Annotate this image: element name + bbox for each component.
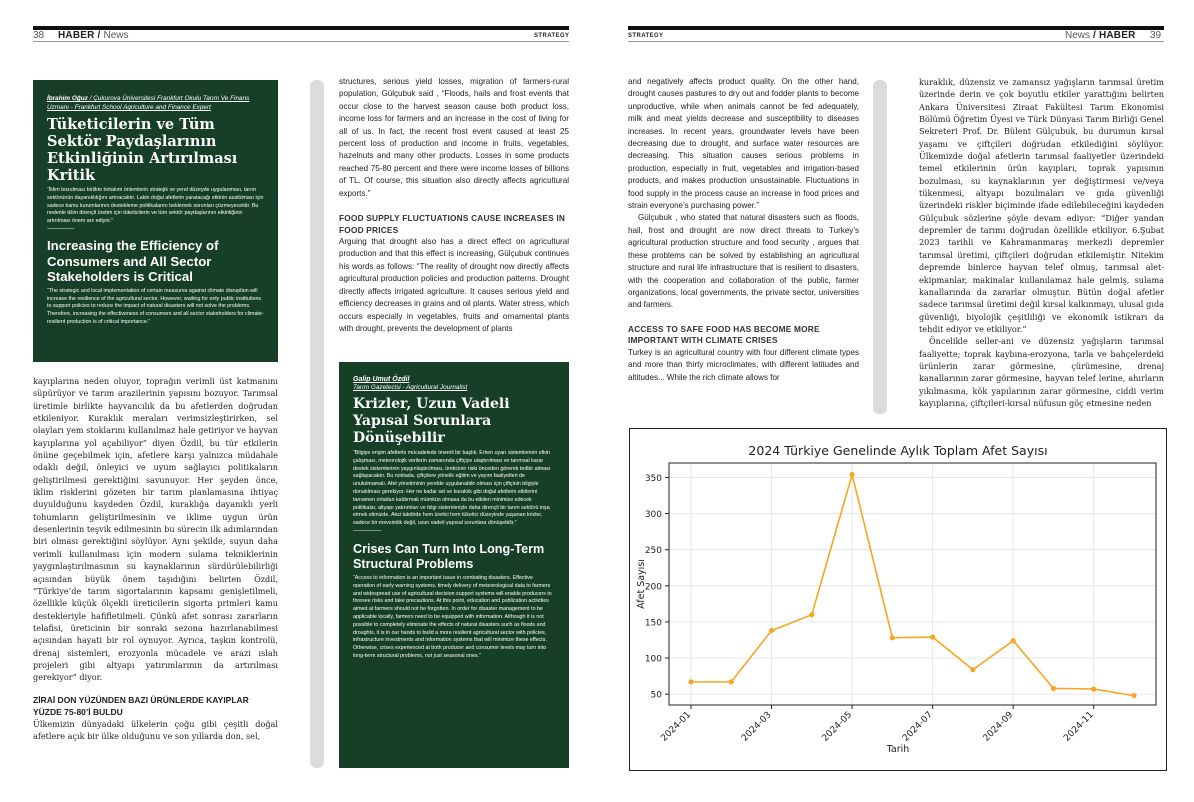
article-column-2 (339, 76, 569, 335)
y-tick-label: 250 (644, 546, 662, 557)
expert-title-tr: Tüketicilerin ve Tüm Sektör Paydaşlarının Etkinliğinin Artırılması Kritik (47, 116, 238, 184)
body-paragraph: structures, serious yield losses, migration of farmers-rural population, Gülçubuk said , “Floods, hails and frost events that occur close to the harvest season cause both product loss, income loss for farmers and an increase in the cost of living for all of us. In fact, the recent frost event caused at least 25 percent loss of production and income in fruits, vegetables, hazelnuts and many other products. Losses in some products reached 75-80 percent and there were income losses of billions of TL. Of course, this situation also directly affects agricultural exports.” (339, 77, 569, 198)
data-point (930, 634, 935, 639)
article-column-1 (33, 375, 278, 742)
x-tick-label: 2024-05 (820, 710, 855, 744)
data-point (688, 679, 693, 684)
x-tick-label: 2024-07 (901, 710, 935, 744)
subheading: FOOD SUPPLY FLUCTUATIONS CAUSE INCREASES IN FOOD PRICES (339, 213, 566, 235)
y-tick-label: 350 (644, 473, 662, 484)
data-point (1131, 693, 1136, 698)
y-tick-label: 50 (650, 690, 662, 701)
data-point (849, 472, 854, 477)
chart-ticks (645, 474, 1096, 744)
strategy-label: STRATEGY (628, 33, 664, 39)
expert-quote-en: “Access to information is an important issue in combating disasters. Effective operation of early warning systems, timely delivery of meteorological data to farmers and widespread use of agricultural decision support systems will enable producers to foresee risks and take precautions. At this point, education and publication activities aimed at farmers should not be forgotten. In order for disaster management to be applicable locally, farmers need to be equipped with information. Although it is not possible to completely eliminate the effects of natural disasters such as floods and droughts, it is in our hands to build a more resilient agricultural sector with policies, infrastructure investments and information systems that will minimize these effects. Otherwise, crises experienced at both producer and consumer levels may turn into long-term structural problems, not just seasonal ones.” (353, 574, 552, 659)
y-tick-label: 300 (644, 510, 662, 521)
section-separator: / (94, 30, 104, 41)
body-paragraph: and negatively affects product quality. On the other hand, drought causes pastures to dry out and fodder plants to become unproductive, while when animals cannot be fed adequately, milk and meat yields decrease and susceptibility to diseases increases. In recent years, groundwater levels have been decreasing due to drought, and surface water resources are decreasing. This situation causes serious problems in production, especially in fruit, vegetables and irrigation-based products, and makes production unsustainable. Fluctuations in food supply in the process cause an increase in food prices and strain everyone’s purchasing power.” (628, 77, 859, 211)
x-tick-label: 2024-03 (740, 710, 774, 744)
x-axis-label: Tarih (886, 744, 910, 755)
expert-quote-en: “The strategic and local implementation of certain measures against climate disruption will increase the resilience of the agricultural sector. However, waiting for only public institutions to support policies to reduce the impact of natural disasters will not solve the problems. Therefore, increasing the effectiveness of consumers and all sector stakeholders for climate-resilient production is of critical importance.” (47, 287, 264, 325)
data-point (769, 628, 774, 633)
data-point (1011, 638, 1016, 643)
running-head (1065, 30, 1136, 41)
body-paragraph: Turkey is an agricultural country with four different climate types and more than thirty microclimates, with different latitudes and altitudes... While the rich climate allows for (628, 347, 859, 382)
expert-title-en: Increasing the Efficiency of Consumers and All Sector Stakeholders is Critical (47, 237, 219, 285)
section-sub-label: News (103, 30, 129, 41)
article-column-4 (919, 76, 1164, 409)
x-tick-label: 2024-09 (981, 710, 1016, 744)
data-point (809, 612, 814, 617)
expert-role: Tarım Gazetecisi - Agricultural Journalist (353, 384, 468, 391)
header-hairline (33, 41, 569, 42)
body-paragraph: Öncelikle seller-ani ve düzensiz yağışların tarımsal faaliyette; toprak kaybına-erozyona, tarla ve bahçelerdeki ürünlerin zarar görmesine, çürümesine, drenaj kanallarının zarar görmesine, hayvan telef lerine, ahırların yıkılmasına, kök yapılarının zarar görmesine, ciddi verim kayıplarına, çiftçileri-kırsal nüfusun göç etmesine neden (919, 336, 1164, 408)
expert-title-en: Crises Can Turn Into Long-Term Structural Problems (353, 541, 545, 571)
divider-dashes: ------------------------ (353, 527, 381, 534)
line-chart-svg (630, 429, 1166, 770)
expert-title-tr: Krizler, Uzun Vadeli Yapısal Sorunlara Dönüşebilir (353, 396, 510, 446)
page-number: 38 (33, 30, 45, 41)
data-point (970, 667, 975, 672)
body-paragraph: kayıplarına neden oluyor, toprağın verimli üst katmanını süpürüyor ve tarım arazilerinin yapısını bozuyor. Tarımsal üretimle birlikte hayvancılık da bu afetlerden doğrudan etkileniyor. Kuraklık meraları verimsizleştirirken, sel olayları yem stoklarını kullanılmaz hale getiriyor ve hayvan kayıplarına yol açabiliyor” diyen Özdil, bu tür etkilerin önüne geçebilmek için, afetlere karşı yalnızca müdahale odaklı değil, önleyici ve uyum sağlayıcı politikaların geliştirilmesi gerektiğini savunuyor. Her şeyden önce, iklim risklerini gözeten bir tarım planlamasına ihtiyaç duyulduğunu kaydeden Özdil, kuraklığa dayanıklı yerli tohumların geliştirilmesinin ve iklime uygun ürün desenlerinin teşvik edilmesinin bu sürecin ilk adımlarından biri olması gerektiğini söylüyor. Aynı şekilde, suyun daha verimli kullanılması için modern sulama tekniklerinin yaygınlaştırılmasının su kaynaklarının sürdürülebilirliği açısından büyük önem taşıdığını belirten Özdil, “Türkiye’de tarım sigortalarının kapsamı genişletilmeli, özellikle küçük ölçekli üreticilerin sigorta primleri kamu destekleriyle hafifletilmeli. Çünkü afet sonrası zararların telafisi, üreticinin bir sonraki sezona hazırlanabilmesi açısından hayati bir rol oynuyor. Ayrıca, taşkın kontrolü, drenaj sistemleri, erozyonla mücadele ve arazi ıslah projeleri gibi altyapı yatırımlarının da artırılması gerekiyor” diyor. (33, 376, 278, 683)
expert-role: / Çukurova Üniversitesi Frankfurt Okulu Tarım Ve Finans Uzmanı - Frankfurt School Agriculture and Finance Expert (47, 95, 250, 111)
expert-name: Galip Umut Özdil (353, 376, 410, 383)
body-paragraph: Ülkemizin dünyadaki ülkelerin çoğu gibi çeşitli doğal afetlere açık bir ülke olduğunu ve son yıllarda don, sel, (33, 718, 278, 741)
divider-dashes: ----------------------- (47, 225, 74, 232)
chart-series (688, 472, 1136, 698)
body-paragraph: Arguing that drought also has a direct effect on agricultural production and that this effect is increasing, Gülçubuk continues his words as follows: “The reality of drought now directly affects agricultural production policies and production patterns. Drought directly affects irrigated agriculture. It causes serious yield and efficiency decreases in grains and oil plants. Water stress, which occurs especially in vegetables, fruits and ornamental plants with drought, prevents the development of plants (339, 237, 569, 333)
section-separator: / (1090, 30, 1099, 41)
expert-byline (47, 94, 264, 112)
series-line (691, 475, 1134, 696)
data-point (890, 635, 895, 640)
y-tick-label: 200 (644, 582, 662, 593)
running-head (58, 30, 129, 41)
subheading: ZİRAİ DON YÜZÜNDEN BAZI ÜRÜNLERDE KAYIPLAR YÜZDE 75-80’İ BULDU (33, 694, 249, 717)
x-tick-label: 2024-01 (659, 710, 694, 744)
y-tick-label: 150 (644, 618, 662, 629)
expert-quote-tr: “Bilgiye erişim afetlerle mücadelede önemli bir başlık. Erken uyarı sistemlerinin etkin çalışması, meteorolojik verilerin zamanında çiftçiye ulaştırılması ve tarımsal karar destek sistemlerinin yaygınlaştırılması, üreticinin riski önceden görerek tedbir alması sağlayacaktır. Bu noktada, çiftçilere yönelik eğitim ve yayım faaliyetleri de unutulmamalı. Afet yönetiminin yerelde uygulanabilir olması için çiftçinin bilgiyle donatılması gerekiyor. Her ne kadar sel ve kuraklık gibi doğal afetlerin etkilerini tamamen ortadan kaldırmak mümkün olmasa da bu etkileri minimize edecek politikalar, altyapı yatırımları ve bilgi sistemleriyle daha dirençli bir tarım sektörü inşa etmek elimizde. Aksi takdirde hem üretici hem tüketici düzeyinde yaşanan krizler, sadece bir mevsimlik değil, uzun vadeli yapısal sorunlara dönüşebilir.” (353, 450, 551, 527)
expert-quote-tr: “İklim bozulması birlikte birtakım önlemlerin stratejik ve yerel düzeyde uygulanması, tarım sektörünün dayanıklılığını artıracaktır. Lakin doğal afetlerin yaratacağı etkinin azaltılması için sadece kamu kurumlarının destekleme politikalarını beklemek sorunları çözmeyecektir. Bu nedenle iklim dirençli üretim için tüketicilerin ve tüm sektör paydaşlarının etkinliğinin artırılması önem arz ediyor.” (47, 187, 264, 225)
expert-name: İbrahim Oğuz (47, 95, 88, 102)
body-paragraph: kuraklık, düzensiz ve zamansız yağışların tarımsal üretim üzerinde derin ve çok boyutlu etkiler yarattığını belirten Ankara Üniversitesi Ziraat Fakültesi Tarım Ekonomisi Bölümü Öğretim Üyesi ve Türk Dünyası Tarım Birliği Genel Sekreteri Prof. Dr. Bülent Gülçubuk, bu durumun kırsal yaşamı ve çiftçileri doğrudan etkilediğini söylüyor. Ülkemizde doğal afetlerin tarımsal faaliyetler üzerindeki temel etkilerinin ürün kayıpları, toprak yapısının bozulması, su kaynaklarının yer değiştirmesi ve/veya tükenmesi, altyapı bozulmaları ve gıda güvenliği üzerindeki riskler biçiminde ifade edilebileceğini kaydeden Gülçubuk sözlerine şöyle devam ediyor: “Diğer yandan depremler de tarımı doğrudan özellikle etkiliyor. 6.Şubat 2023 tarihli ve Kahramanmaraş merkezli depremler tarımsal üretimi, çiftçileri doğrudan etkilemiştir. Nitekim depremde binlerce hayvan telef olmuş, tarımsal alet-ekipmanlar, makinalar kullanılamaz hale gelmiş, sulama kanallarında da zararlar olmuştur. Bütün doğal afetler sadece tarımsal üretimi değil kırsal kalkınmayı, ulusal gıda güvenliği, biyolojik çeşitliliği ve ekonomik istikrarı da tehdit ediyor ve etkiliyor.” (919, 77, 1164, 334)
column-gutter-bar (873, 80, 887, 414)
expert-box-ozdil (339, 362, 569, 768)
section-label: HABER (58, 30, 95, 41)
section-label: HABER (1098, 30, 1136, 41)
article-column-3 (628, 76, 859, 384)
y-tick-label: 100 (644, 654, 662, 665)
data-point (1091, 687, 1096, 692)
expert-box-oguz (33, 80, 278, 362)
strategy-label: STRATEGY (534, 33, 570, 39)
section-sub-label: News (1065, 30, 1091, 41)
subheading: ACCESS TO SAFE FOOD HAS BECOME MORE IMPORTANT WITH CLIMATE CRISES (628, 323, 820, 346)
body-paragraph: Gülçubuk , who stated that natural disasters such as floods, hail, frost and drought are now direct threats to Turkey’s agricultural production structure and food security , argues that these problems can be solved by establishing an agricultural structure and rural life infrastructure that is resilient to disasters, with the cooperation and collaboration of the public, farmer organizations, local governments, the private sector, universities and farmers. (628, 213, 859, 310)
y-axis-label: Afet Sayısı (636, 559, 647, 609)
chart-title: 2024 Türkiye Genelinde Aylık Toplam Afet Sayısı (748, 443, 1048, 458)
column-gutter-bar (310, 80, 324, 768)
header-hairline (628, 41, 1164, 42)
disaster-count-chart (629, 428, 1167, 771)
x-tick-label: 2024-11 (1062, 710, 1096, 744)
page-number: 39 (1150, 30, 1162, 41)
data-point (729, 679, 734, 684)
data-point (1051, 686, 1056, 691)
